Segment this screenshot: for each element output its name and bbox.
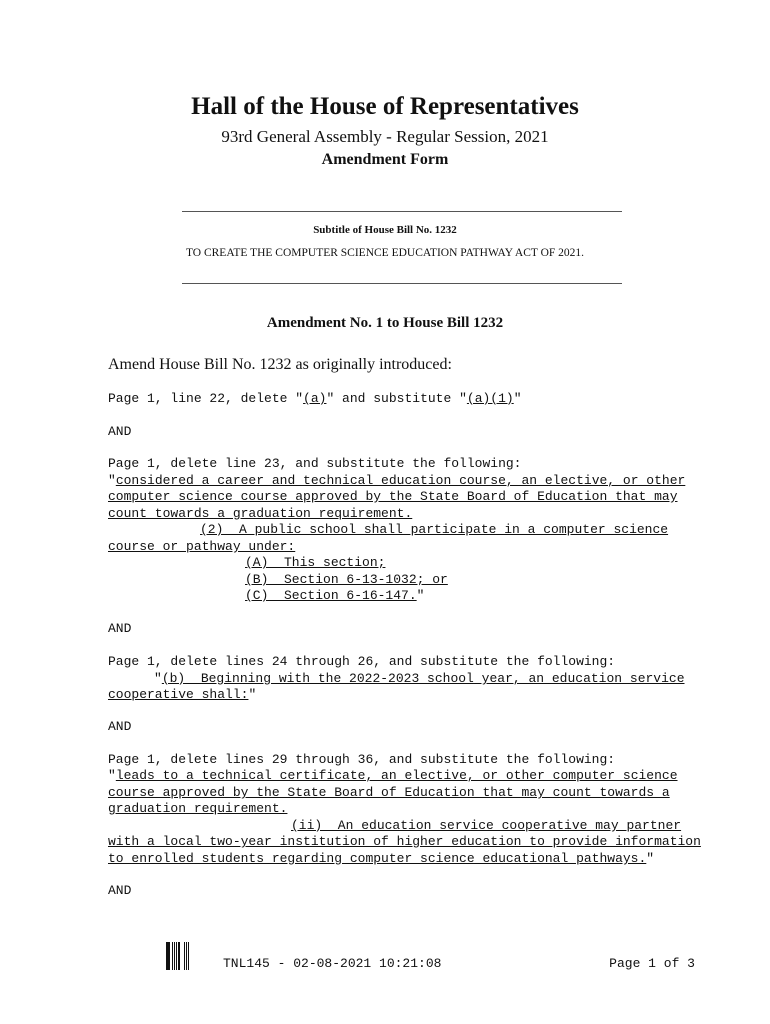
divider-bottom [182, 283, 622, 284]
item3-instruction: Page 1, delete lines 24 through 26, and substitute the following: [108, 654, 616, 669]
barcode-icon [166, 942, 199, 970]
item2-line [108, 473, 685, 490]
inserted-text: computer science course approved by the State Board of Education that may [108, 489, 678, 504]
item1-middle: " and substitute " [326, 391, 467, 406]
inserted-text: cooperative shall: [108, 687, 249, 702]
inserted-text: (2) A public school shall participate in a computer science [200, 522, 669, 537]
session-line: 93rd General Assembly - Regular Session, 2021 [221, 127, 549, 146]
form-name: Amendment Form [321, 151, 449, 168]
amendment-intro: Amend House Bill No. 1232 as originally introduced: [108, 356, 452, 373]
and-separator: AND [108, 883, 132, 898]
inserted-text: leads to a technical certificate, an elective, or other computer science [115, 768, 678, 783]
open-quote: " [108, 768, 116, 783]
inserted-text: (C) Section 6-16-147. [245, 588, 417, 603]
item4-line [108, 785, 670, 802]
close-quote: " [416, 588, 425, 603]
item2-line [108, 506, 412, 523]
item4-line [108, 801, 287, 818]
subtitle-label: Subtitle of House Bill No. 1232 [313, 224, 457, 236]
item4-line [108, 851, 654, 868]
inserted-text: to enrolled students regarding computer science educational pathways. [108, 851, 647, 866]
item3-line [108, 687, 256, 704]
inserted-text: course or pathway under: [108, 539, 296, 554]
inserted-text: count towards a graduation requirement. [108, 506, 413, 521]
item2-line [245, 572, 448, 589]
subtitle-text: TO CREATE THE COMPUTER SCIENCE EDUCATION PATHWAY ACT OF 2021. [185, 247, 585, 259]
amendment-heading: Amendment No. 1 to House Bill 1232 [266, 315, 504, 331]
inserted-text: graduation requirement. [108, 801, 288, 816]
and-separator: AND [108, 424, 132, 439]
divider-top [182, 211, 622, 212]
item2-line [200, 522, 668, 539]
item3-line [154, 671, 685, 688]
item4-line [108, 768, 678, 785]
and-separator: AND [108, 621, 132, 636]
item1-prefix: Page 1, line 22, delete " [108, 391, 304, 406]
document-title: Hall of the House of Representatives [191, 93, 579, 120]
open-quote: " [108, 473, 116, 488]
item1-substituted-text: (a)(1) [466, 391, 514, 406]
item2-line [108, 489, 678, 506]
item2-line [108, 539, 295, 556]
open-quote: " [154, 671, 162, 686]
item4-instruction: Page 1, delete lines 29 through 36, and substitute the following: [108, 752, 616, 767]
item1-line [108, 391, 522, 408]
barcode-bar [189, 942, 191, 970]
and-separator: AND [108, 719, 132, 734]
inserted-text: (b) Beginning with the 2022-2023 school year, an education service [161, 671, 685, 686]
item1-deleted-text: (a) [303, 391, 327, 406]
item2-line [245, 555, 385, 572]
inserted-text: considered a career and technical education course, an elective, or other [115, 473, 686, 488]
document-id: TNL145 - 02-08-2021 10:21:08 [223, 956, 442, 971]
item2-line [245, 588, 424, 605]
inserted-text: with a local two-year institution of higher education to provide information [108, 834, 701, 849]
item4-line [291, 818, 681, 835]
inserted-text: (B) Section 6-13-1032; or [245, 572, 448, 587]
close-quote: " [248, 687, 257, 702]
close-quote: " [646, 851, 655, 866]
inserted-text: course approved by the State Board of Education that may count towards a [108, 785, 670, 800]
item2-instruction: Page 1, delete line 23, and substitute the following: [108, 456, 522, 471]
page-number: Page 1 of 3 [609, 956, 695, 971]
inserted-text: (ii) An education service cooperative may partner [291, 818, 682, 833]
item4-line [108, 834, 701, 851]
item1-suffix: " [513, 391, 522, 406]
inserted-text: (A) This section; [245, 555, 386, 570]
